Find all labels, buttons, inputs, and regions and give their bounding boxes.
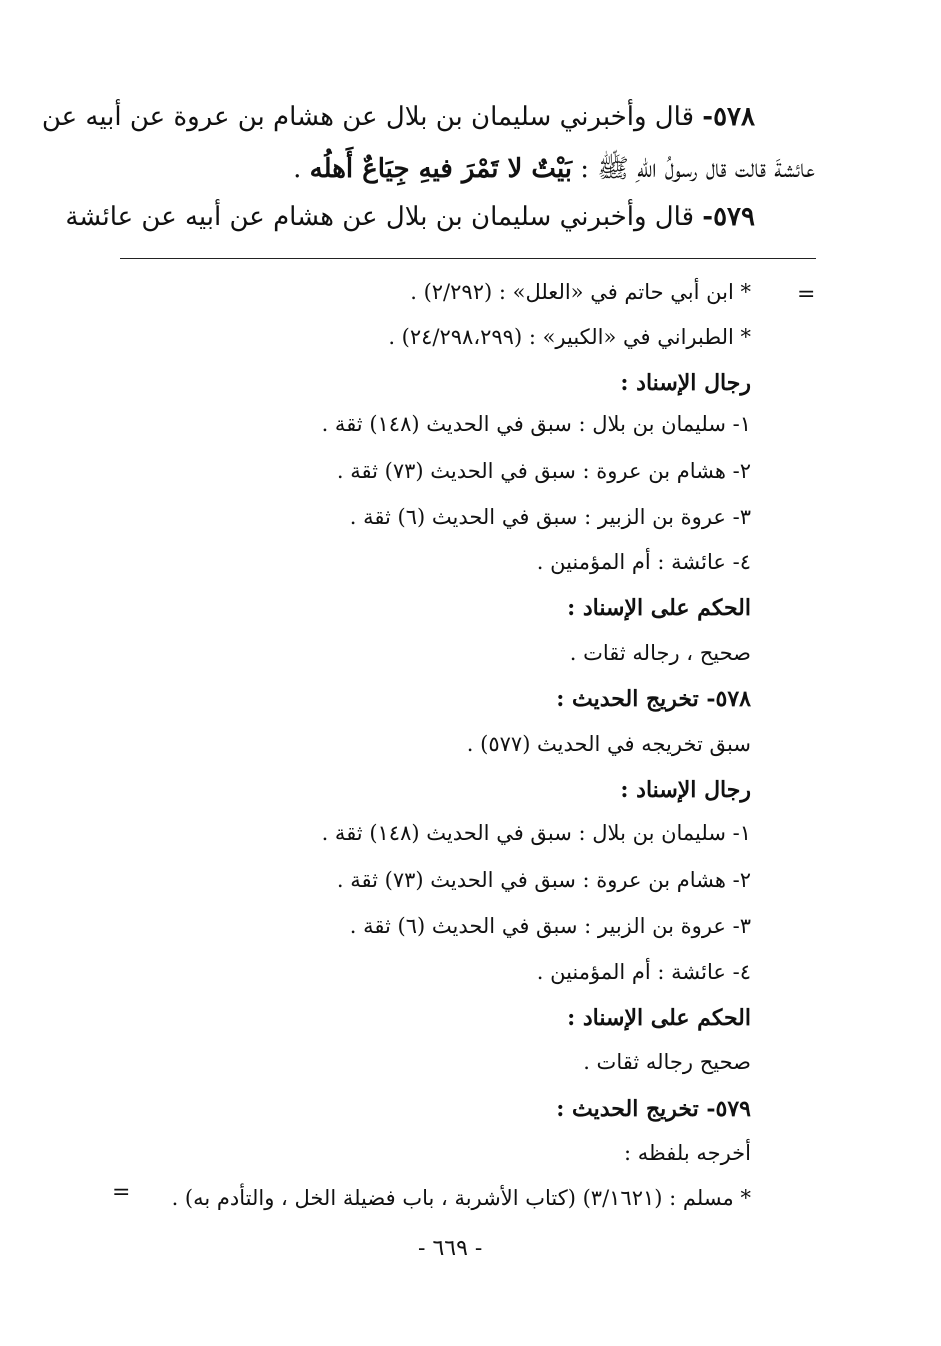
footnote-heading: رجال الإسناد : [620,370,751,396]
footnote-heading: الحكم على الإسناد : [567,595,751,621]
footnote-line: ٣- عروة بن الزبير : سبق في الحديث (٦) ثقة . [349,505,751,529]
hadith-text: عائشةَ قالت قال رسولُ اللهِ ﷺ : [572,154,815,184]
hadith-text: قال وأخبرني سليمان بن بلال عن هشام بن عروة عن أبيه عن [41,102,703,132]
continuation-marker: = [797,282,816,307]
hadith-number: ٥٧٨- [702,102,755,132]
footnote-line: * الطبراني في «الكبير» : (٢٤/٢٩٨،٢٩٩) . [388,325,751,349]
footnote-heading: الحكم على الإسناد : [567,1005,751,1031]
footnote-line: ٢- هشام بن عروة : سبق في الحديث (٧٣) ثقة . [336,459,751,483]
hadith-579-line-1 [65,202,755,232]
footnote-line: ٣- عروة بن الزبير : سبق في الحديث (٦) ثقة . [349,914,751,938]
footnote-heading: رجال الإسناد : [620,777,751,803]
prophetic-saying: بَيْتٌ لا تَمْرَ فيهِ جِيَاعٌ أَهلُه [309,154,573,184]
footnote-heading: ٥٧٨- تخريج الحديث : [556,686,751,712]
footnote-end-marker: = [112,1180,131,1205]
hadith-end: . [293,154,310,184]
footnote-line: ٤- عائشة : أم المؤمنين . [536,550,751,574]
hadith-number: ٥٧٩- [702,202,755,232]
footnote-heading: ٥٧٩- تخريج الحديث : [556,1096,751,1122]
hadith-578-line-1 [42,102,755,132]
footnote-line: ٢- هشام بن عروة : سبق في الحديث (٧٣) ثقة . [336,868,751,892]
footnote-line: صحيح رجاله ثقات . [583,1050,751,1074]
footnote-line: * ابن أبي حاتم في «العلل» : (٢/٢٩٢) . [410,280,751,304]
footnote-line: سبق تخريجه في الحديث (٥٧٧) . [466,732,751,756]
footnote-line: صحيح ، رجاله ثقات . [569,641,751,665]
footnote-line: ١- سليمان بن بلال : سبق في الحديث (١٤٨) ثقة . [321,412,751,436]
footnote-line: أخرجه بلفظه : [624,1141,751,1165]
footnote-line: ٤- عائشة : أم المؤمنين . [536,960,751,984]
footnote-line: ١- سليمان بن بلال : سبق في الحديث (١٤٨) ثقة . [321,821,751,845]
footnote-separator [120,258,816,259]
hadith-578-line-2 [293,152,815,190]
page-number: - ٦٦٩ - [418,1236,483,1261]
footnote-line: * مسلم : (٣/١٦٢١) (كتاب الأشربة ، باب فضيلة الخل ، والتأدم به) . [171,1186,751,1210]
hadith-text: قال وأخبرني سليمان بن بلال عن هشام عن أبيه عن عائشة [65,202,703,232]
